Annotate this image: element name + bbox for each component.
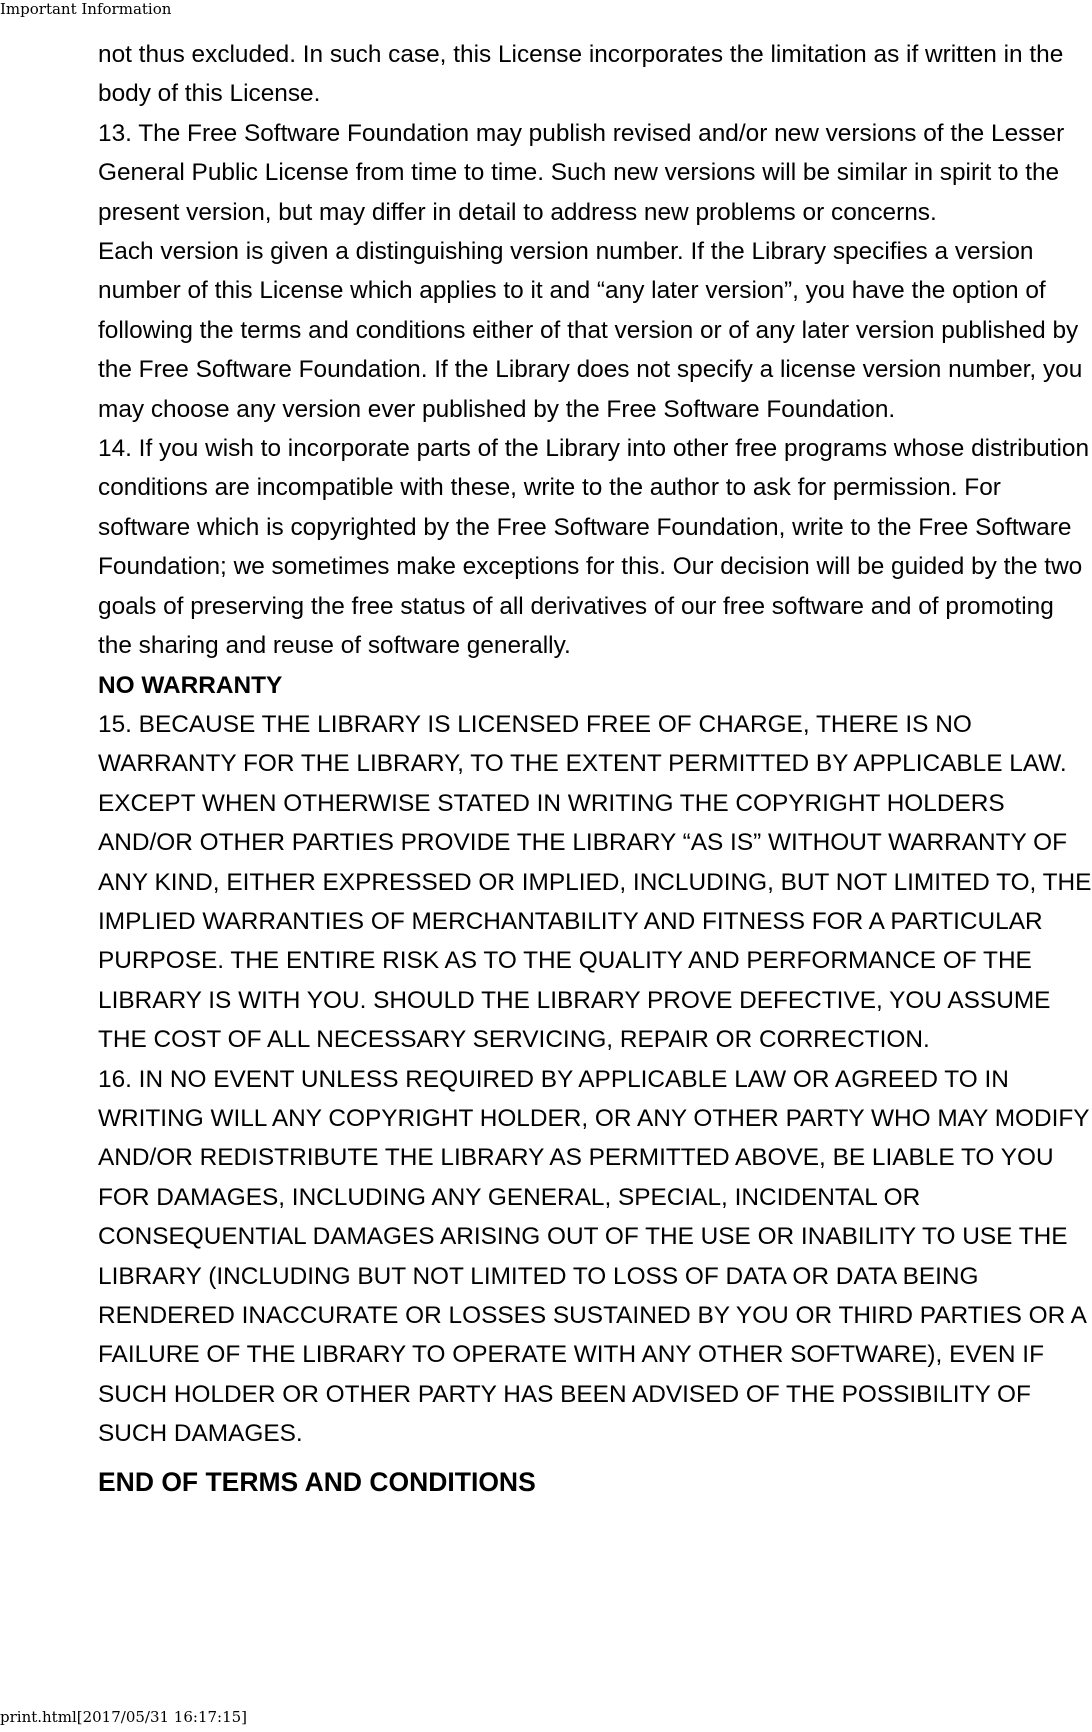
paragraph-intro-tail: not thus excluded. In such case, this License incorporates the limitation as if written in the body of this License. xyxy=(98,41,1064,108)
paragraph-13: 13. The Free Software Foundation may publish revised and/or new versions of the Lesser General Public License from time to time. Such new versions will be similar in spirit to the present version, but may differ in detail to address new problems or concerns. xyxy=(98,119,1065,226)
no-warranty-heading: NO WARRANTY xyxy=(98,671,283,699)
license-text xyxy=(98,35,1092,1501)
paragraph-13-versions: Each version is given a distinguishing version number. If the Library specifies a version number of this License which applies to it and “any later version”, you have the option of following the terms and conditions either of that version or of any later version published by the Free Software Foundation. If the Library does not specify a license version number, you may choose any version ever published by the Free Software Foundation. xyxy=(98,238,1083,423)
print-header-title: Important Information xyxy=(0,0,172,18)
paragraph-16: 16. IN NO EVENT UNLESS REQUIRED BY APPLICABLE LAW OR AGREED TO IN WRITING WILL ANY COPYRIGHT HOLDER, OR ANY OTHER PARTY WHO MAY MODIFY AND/OR REDISTRIBUTE THE LIBRARY AS PERMITTED ABOVE, BE LIABLE TO YOU FOR DAMAGES, INCLUDING ANY GENERAL, SPECIAL, INCIDENTAL OR CONSEQUENTIAL DAMAGES ARISING OUT OF THE USE OR INABILITY TO USE THE LIBRARY (INCLUDING BUT NOT LIMITED TO LOSS OF DATA OR DATA BEING RENDERED INACCURATE OR LOSSES SUSTAINED BY YOU OR THIRD PARTIES OR A FAILURE OF THE LIBRARY TO OPERATE WITH ANY OTHER SOFTWARE), EVEN IF SUCH HOLDER OR OTHER PARTY HAS BEEN ADVISED OF THE POSSIBILITY OF SUCH DAMAGES. xyxy=(98,1065,1090,1448)
paragraph-15: 15. BECAUSE THE LIBRARY IS LICENSED FREE OF CHARGE, THERE IS NO WARRANTY FOR THE LIBRARY, TO THE EXTENT PERMITTED BY APPLICABLE LAW. EXCEPT WHEN OTHERWISE STATED IN WRITING THE COPYRIGHT HOLDERS AND/OR OTHER PARTIES PROVIDE THE LIBRARY “AS IS” WITHOUT WARRANTY OF ANY KIND, EITHER EXPRESSED OR IMPLIED, INCLUDING, BUT NOT LIMITED TO, THE IMPLIED WARRANTIES OF MERCHANTABILITY AND FITNESS FOR A PARTICULAR PURPOSE. THE ENTIRE RISK AS TO THE QUALITY AND PERFORMANCE OF THE LIBRARY IS WITH YOU. SHOULD THE LIBRARY PROVE DEFECTIVE, YOU ASSUME THE COST OF ALL NECESSARY SERVICING, REPAIR OR CORRECTION. xyxy=(98,710,1092,1054)
end-of-terms-heading: END OF TERMS AND CONDITIONS xyxy=(98,1466,536,1497)
print-footer-source: print.html[2017/05/31 16:17:15] xyxy=(0,1708,248,1726)
paragraph-14: 14. If you wish to incorporate parts of the Library into other free programs whose distribution conditions are incompatible with these, write to the author to ask for permission. For software which is copyrighted by the Free Software Foundation, write to the Free Software Foundation; we sometimes make exceptions for this. Our decision will be guided by the two goals of preserving the free status of all derivatives of our free software and of promoting the sharing and reuse of software generally. xyxy=(98,435,1090,660)
